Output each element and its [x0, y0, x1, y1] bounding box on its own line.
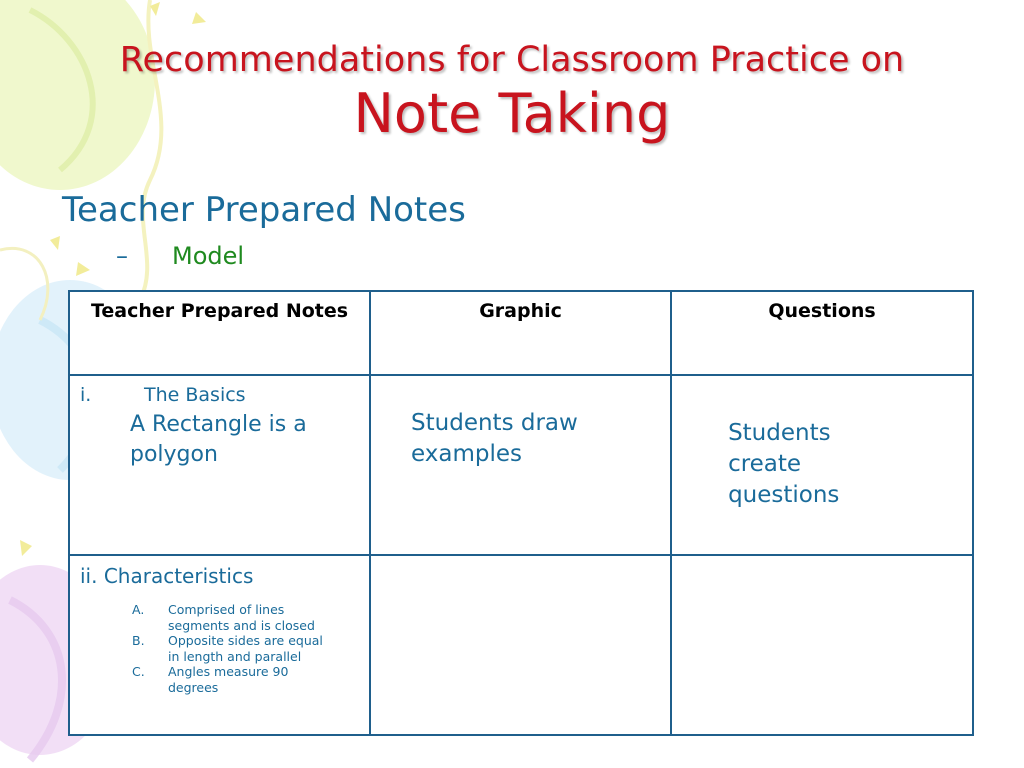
list-item-marker: B. — [132, 633, 145, 648]
list-item-text: Comprised of lines segments and is closed — [168, 602, 315, 633]
table-row-basics — [69, 375, 973, 555]
list-item — [132, 602, 328, 633]
cell-characteristics-notes — [69, 555, 370, 735]
sub-bullet-label: Model — [172, 242, 245, 270]
header-teacher-prepared-notes: Teacher Prepared Notes — [69, 291, 370, 375]
bullet-teacher-prepared-notes: Teacher Prepared Notes — [62, 190, 466, 230]
title-line-1: Recommendations for Classroom Practice on — [119, 40, 905, 80]
cell-basics-notes — [69, 375, 370, 555]
list-item-marker: A. — [132, 602, 145, 617]
title-line-2: Note Taking — [353, 82, 671, 145]
basics-heading — [70, 376, 369, 406]
list-item — [132, 633, 328, 664]
questions-text: Students create questions — [728, 420, 840, 508]
cell-characteristics-graphic — [370, 555, 671, 735]
list-item — [132, 664, 328, 695]
header-graphic: Graphic — [370, 291, 671, 375]
characteristics-heading: ii. Characteristics — [80, 564, 254, 588]
basics-heading-label: The Basics — [144, 384, 246, 406]
cell-basics-questions — [671, 375, 973, 555]
list-item-text: Angles measure 90 degrees — [168, 664, 289, 695]
slide-title — [0, 38, 1024, 146]
table-header-row — [69, 291, 973, 375]
cell-characteristics-questions — [671, 555, 973, 735]
cell-basics-graphic — [370, 375, 671, 555]
sub-bullet-model — [116, 242, 244, 270]
graphic-text: Students draw examples — [411, 410, 578, 467]
list-item-marker: C. — [132, 664, 145, 679]
basics-body: A Rectangle is a polygon — [130, 412, 307, 467]
sub-bullet-marker: – — [116, 242, 128, 270]
header-questions: Questions — [671, 291, 973, 375]
table-row-characteristics — [69, 555, 973, 735]
notes-table — [68, 290, 974, 736]
basics-marker: i. — [80, 384, 92, 406]
characteristics-list — [70, 602, 369, 695]
list-item-text: Opposite sides are equal in length and parallel — [168, 633, 323, 664]
